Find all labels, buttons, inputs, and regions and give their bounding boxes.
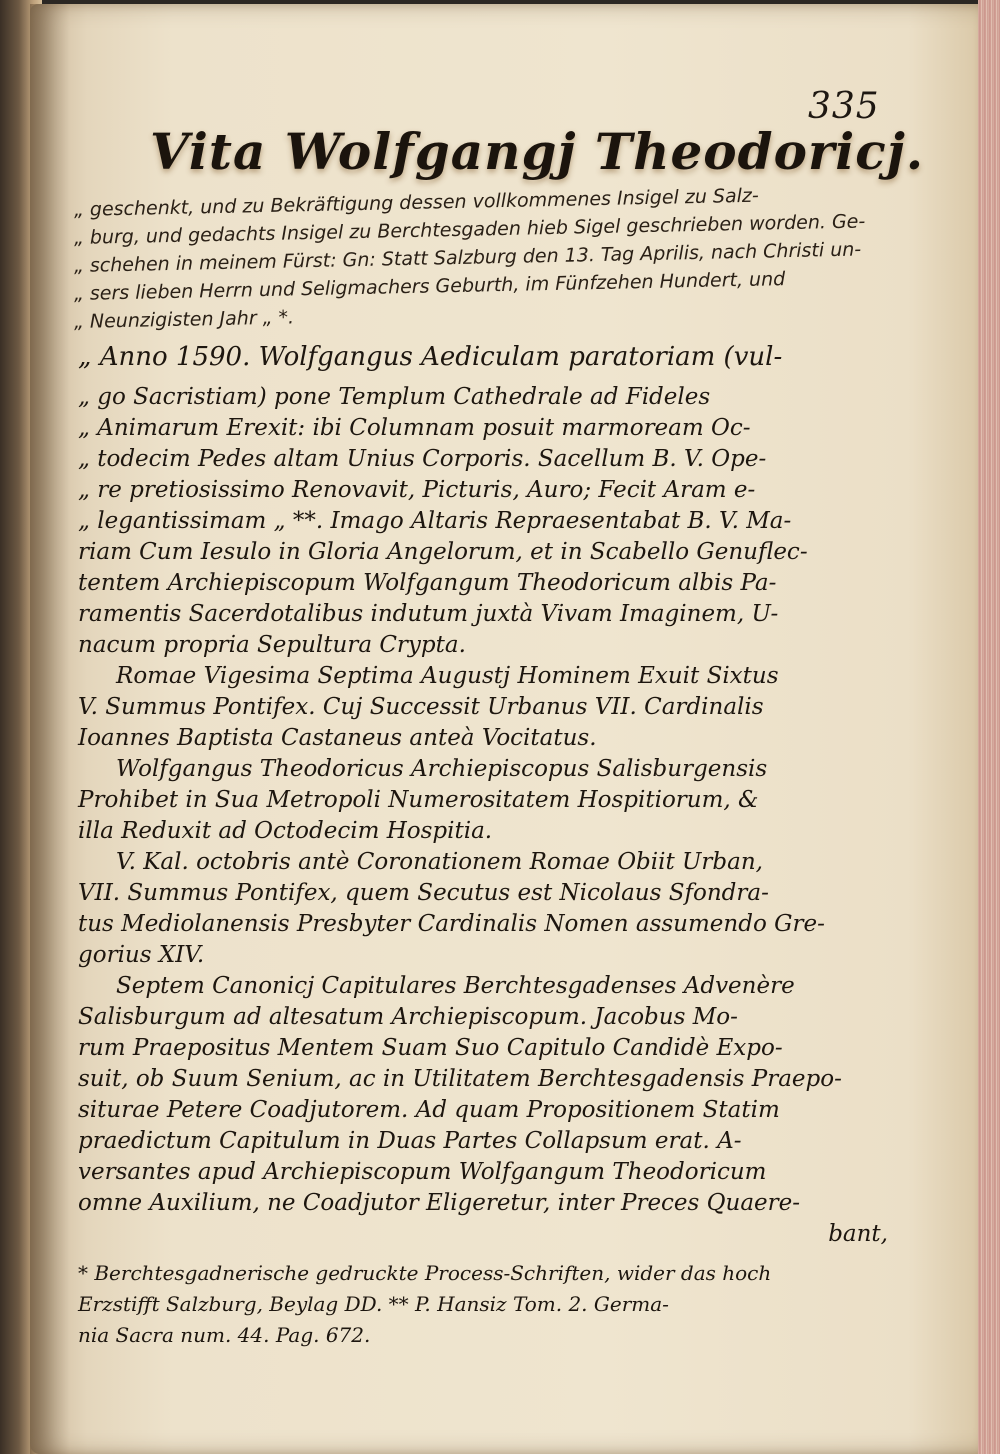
body-line: ramentis Sacerdotalibus indutum juxtà Vivam Imaginem, U- — [78, 601, 779, 627]
footnote-line: nia Sacra num. 44. Pag. 672. — [78, 1323, 371, 1347]
body-line: suit, ob Suum Senium, ac in Utilitatem Berchtesgadensis Praepo- — [78, 1066, 842, 1092]
gothic-line: „ geschenkt, und zu Bekräftigung dessen vollkommenes Insigel zu Salz- — [73, 184, 759, 221]
body-line: praedictum Capitulum in Duas Partes Collapsum erat. A- — [78, 1128, 742, 1154]
body-line: siturae Petere Coadjutorem. Ad quam Propositionem Statim — [78, 1097, 780, 1123]
body-line: illa Reduxit ad Octodecim Hospitia. — [78, 818, 493, 844]
page-number: 335 — [808, 86, 880, 127]
body-line: gorius XIV. — [78, 942, 205, 968]
body-line: Romae Vigesima Septima Augustj Hominem Exuit Sixtus — [116, 663, 779, 689]
gothic-line: „ sers lieben Herrn und Seligmachers Geburth, im Fünfzehen Hundert, und — [73, 268, 786, 305]
body-line: tus Mediolanensis Presbyter Cardinalis Nomen assumendo Gre- — [78, 911, 825, 937]
page-fore-edge — [978, 0, 1000, 1454]
body-line: bant, — [828, 1221, 888, 1247]
latin-body-text — [78, 332, 908, 1250]
body-line: VII. Summus Pontifex, quem Secutus est Nicolaus Sfondra- — [78, 880, 769, 906]
footnote-line: Erzstifft Salzburg, Beylag DD. ** P. Hansiz Tom. 2. Germa- — [78, 1292, 669, 1316]
body-line: omne Auxilium, ne Coadjutor Eligeretur, inter Preces Quaere- — [78, 1190, 801, 1216]
body-line: rum Praepositus Mentem Suam Suo Capitulo Candidè Expo- — [78, 1035, 783, 1061]
body-line: Ioannes Baptista Castaneus anteà Vocitatus. — [78, 725, 597, 751]
body-line: „ Animarum Erexit: ibi Columnam posuit marmoream Oc- — [78, 415, 751, 441]
body-line: „ go Sacristiam) pone Templum Cathedrale ad Fideles — [78, 384, 711, 410]
gothic-passage — [73, 184, 904, 336]
footnotes — [78, 1258, 898, 1351]
body-line: tentem Archiepiscopum Wolfgangum Theodoricum albis Pa- — [78, 570, 777, 596]
gothic-line: „ schehen in meinem Fürst: Gn: Statt Salzburg den 13. Tag Aprilis, nach Christi un- — [73, 238, 862, 277]
body-line: „ Anno 1590. Wolfgangus Aediculam paratoriam (vul- — [78, 342, 783, 372]
body-line: Wolfgangus Theodoricus Archiepiscopus Salisburgensis — [116, 756, 768, 782]
body-line: Prohibet in Sua Metropoli Numerositatem Hospitiorum, & — [78, 787, 759, 813]
body-line: „ legantissimam „ **. Imago Altaris Repraesentabat B. V. Ma- — [78, 508, 792, 534]
body-line: „ todecim Pedes altam Unius Corporis. Sacellum B. V. Ope- — [78, 446, 767, 472]
body-line: „ re pretiosissimo Renovavit, Picturis, Auro; Fecit Aram e- — [78, 477, 756, 503]
body-line: versantes apud Archiepiscopum Wolfgangum Theodoricum — [78, 1159, 767, 1185]
body-line: nacum propria Sepultura Crypta. — [78, 632, 466, 658]
gothic-line: „ burg, und gedachts Insigel zu Berchtesgaden hieb Sigel geschrieben worden. Ge- — [73, 210, 866, 249]
footnote-line: * Berchtesgadnerische gedruckte Process-Schriften, wider das hoch — [78, 1261, 772, 1285]
body-line: V. Summus Pontifex. Cuj Successit Urbanus VII. Cardinalis — [78, 694, 764, 720]
body-line: Septem Canonicj Capitulares Berchtesgadenses Advenère — [116, 973, 795, 999]
body-line: riam Cum Iesulo in Gloria Angelorum, et in Scabello Genuflec- — [78, 539, 808, 565]
body-line: Salisburgum ad altesatum Archiepiscopum. Jacobus Mo- — [78, 1004, 738, 1030]
body-line: V. Kal. octobris antè Coronationem Romae Obiit Urban, — [116, 849, 763, 875]
gothic-line: „ Neunzigisten Jahr „ *. — [73, 306, 295, 333]
page-title: Vita Wolfgangj Theodoricj. — [150, 122, 925, 181]
